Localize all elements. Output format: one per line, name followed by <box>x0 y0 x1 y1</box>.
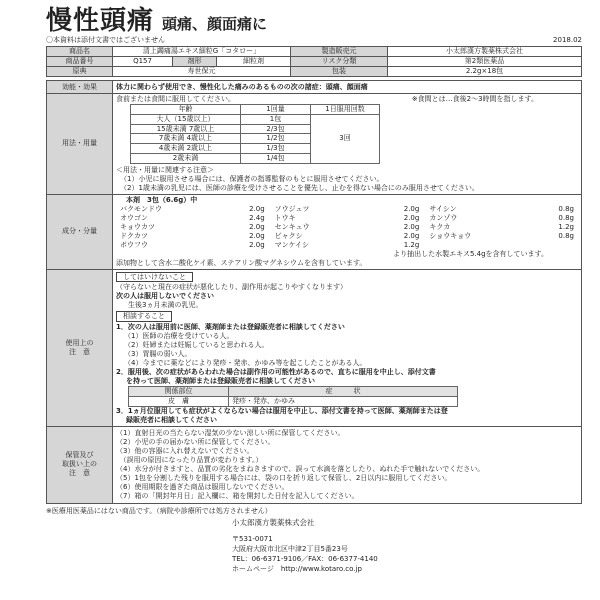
info-label-risk: リスク分類 <box>291 57 388 67</box>
dosage-notes-title: ＜用法・用量に関連する注意＞ <box>116 165 214 174</box>
ingredient-item <box>275 205 420 214</box>
ingredient-amount: 1.2g <box>403 240 420 249</box>
side-col-part: 関係部位 <box>129 387 229 397</box>
ingredient-item <box>120 223 265 232</box>
info-value-number: Q157 <box>113 57 173 67</box>
ingredient-amount: 2.0g <box>249 231 265 240</box>
info-value-risk: 第2類医薬品 <box>388 57 582 67</box>
ingredient-name: ビャクシ <box>274 231 303 240</box>
ingredients-head: 本剤 3包（6.6g）中 <box>126 195 198 204</box>
ingredient-amount: 2.0g <box>249 204 265 213</box>
consult-subitem: （4）今までに薬などにより発疹・発赤、かゆみ等を起こしたことがある人。 <box>124 359 367 367</box>
page-title: 慢性頭痛 <box>46 6 155 36</box>
dosage-age: 7歳未満 4歳以上 <box>131 134 241 144</box>
consult-subitem: （3）胃腸の弱い人。 <box>124 350 192 358</box>
storage-label-line: 注 意 <box>69 468 90 477</box>
ingredients-total: より抽出した水製エキス5.4gを含有しています。 <box>393 249 548 258</box>
ingredient-name: オウゴン <box>120 213 148 222</box>
ingredient-name: ドクカツ <box>120 231 148 240</box>
ingredient-item <box>120 241 265 250</box>
consult-box-label: 相談すること <box>116 311 172 322</box>
storage-item: （6）使用期限を過ぎた商品は服用しないでください。 <box>116 482 289 491</box>
dosage-amount: 2/3包 <box>241 124 311 134</box>
ingredient-item <box>120 214 265 223</box>
consult-item-2-cont: を持って医師、薬剤師または登録販売者に相談してください <box>126 377 315 385</box>
precautions-label <box>47 269 113 426</box>
ingredient-item <box>275 223 420 232</box>
ingredient-name: ソウジュツ <box>274 204 310 213</box>
ingredient-name: トウキ <box>274 213 296 222</box>
ingredient-item <box>429 241 574 250</box>
ingredient-amount: 2.4g <box>249 213 265 222</box>
bottom-note: ※医療用医薬品にはない商品です。（病院や診療所では処方されません） <box>46 506 272 515</box>
notice-row <box>46 36 582 46</box>
info-row-2 <box>47 57 582 67</box>
footer-company: 小太郎漢方製薬株式会社 <box>232 518 315 527</box>
efficacy-label: 効能・効果 <box>47 81 113 94</box>
dosage-amount: 1/2包 <box>241 134 311 144</box>
storage-item: （4）水分が付きますと、品質の劣化をまねきますので、誤って水滴を落としたり、ぬれた手で触れないでください。 <box>116 464 485 473</box>
dosage-col-times: 1日服用回数 <box>311 105 380 115</box>
page-subtitle: 頭痛、顔面痛に <box>162 14 268 33</box>
side-part: 皮 膚 <box>129 396 229 406</box>
side-effect-table <box>128 386 458 407</box>
title-row <box>46 4 582 34</box>
side-symptom: 発疹・発赤、かゆみ <box>229 396 458 406</box>
ingredient-name: キョウカツ <box>120 222 155 231</box>
ingredient-amount: 2.0g <box>249 222 265 231</box>
info-label-maker: 製造販売元 <box>291 47 388 57</box>
dosage-label: 用法・用量 <box>47 94 113 195</box>
ingredient-amount: 0.8g <box>558 204 574 213</box>
consult-item-2: 2．服用後、次の症状があらわれた場合は副作用の可能性があるので、直ちに服用を中止し、添付文書 <box>116 368 436 376</box>
notice-text: 〇本資料は添付文書ではございません <box>46 36 165 44</box>
side-effect-row <box>129 396 458 406</box>
ingredient-item <box>429 214 574 223</box>
dosage-col-dose: 1回量 <box>241 105 311 115</box>
dosage-note: （2）1歳未満の乳児には、医師の診療を受けさせることを優先し、止むを得ない場合にのみ服用させてください。 <box>120 183 479 192</box>
storage-row <box>47 426 582 503</box>
ingredients-additives: 添加物として含水二酸化ケイ素、ステアリン酸マグネシウムを含有しています。 <box>116 258 367 267</box>
dosage-table-row <box>131 114 380 124</box>
storage-item: （2）小児の手の届かない所に保管してください。 <box>116 437 275 446</box>
info-value-maker: 小太郎漢方製薬株式会社 <box>388 47 582 57</box>
consult-item-1: 1．次の人は服用前に医師、薬剤師または登録販売者に相談してください <box>116 323 345 331</box>
dosage-age: 2歳未満 <box>131 153 241 163</box>
ingredient-item <box>429 223 574 232</box>
dosage-intro-left: 食前または食間に服用してください。 <box>116 95 235 103</box>
ingredient-item <box>275 241 420 250</box>
ingredient-name: バクモンドウ <box>120 204 162 213</box>
efficacy-text: 体力に関わらず使用でき、慢性化した痛みのあるものの次の諸症：頭痛、顔面痛 <box>113 81 582 94</box>
info-value-package: 2.2g×18包 <box>388 67 582 77</box>
ingredient-name: ボウフウ <box>120 240 148 249</box>
dosage-note: （1）小児に服用させる場合には、保護者の指導監督のもとに服用させてください。 <box>120 174 384 183</box>
ingredient-item <box>120 205 265 214</box>
info-label-form: 剤形 <box>173 57 217 67</box>
ingredient-item <box>429 205 574 214</box>
footer-postal: 〒531-0071 <box>232 534 273 543</box>
ingredient-item <box>120 232 265 241</box>
info-value-source: 寿世保元 <box>113 67 291 77</box>
storage-item: （5）1包を分割した残りを服用する場合には、袋の口を折り返して保管し、2日以内に服用してください。 <box>116 473 452 482</box>
ingredient-amount: 2.0g <box>403 231 420 240</box>
footer-address: 大阪府大阪市北区中津2丁目5番23号 <box>232 545 348 554</box>
main-table <box>46 80 582 504</box>
dosage-amount: 1包 <box>241 114 311 124</box>
product-info-table <box>46 46 582 77</box>
info-value-form: 細粒剤 <box>217 57 291 67</box>
efficacy-row <box>47 81 582 94</box>
dont-box-label: してはいけないこと <box>116 272 193 283</box>
dosage-intro <box>116 95 578 104</box>
footer-phone: TEL：06-6371-9106／FAX：06-6377-4140 <box>232 555 378 564</box>
info-row-3 <box>47 67 582 77</box>
ingredient-name: キクカ <box>429 222 451 231</box>
ingredients-grid <box>116 205 578 250</box>
dont-line-1: 次の人は服用しないでください <box>116 292 214 301</box>
ingredient-amount: 2.0g <box>403 213 420 222</box>
info-value-name: 清上蠲痛湯エキス細粒G「コタロー」 <box>113 47 291 57</box>
document-date: 2018.02 <box>553 36 582 44</box>
storage-label <box>47 426 113 503</box>
dosage-row <box>47 94 582 195</box>
ingredient-item <box>275 232 420 241</box>
dosage-age: 大人（15歳以上） <box>131 114 241 124</box>
dont-line-2: 生後3ヵ月未満の乳児。 <box>128 301 203 310</box>
storage-label-line: 取扱い上の <box>62 460 97 469</box>
dosage-table <box>130 104 380 164</box>
dosage-col-age: 年齢 <box>131 105 241 115</box>
storage-label-line: 保管及び <box>65 451 94 460</box>
dosage-header-row <box>131 105 380 115</box>
side-col-symptom: 症 状 <box>229 387 458 397</box>
ingredient-name: カンゾウ <box>429 213 458 222</box>
precautions-row <box>47 269 582 426</box>
precautions-label-line: 注 意 <box>69 347 90 356</box>
ingredient-amount: 2.0g <box>403 204 420 213</box>
side-effect-header <box>129 387 458 397</box>
dosage-age: 4歳未満 2歳以上 <box>131 144 241 154</box>
info-label-package: 包装 <box>291 67 388 77</box>
consult-subitem: （2）妊婦または妊娠していると思われる人。 <box>124 341 269 349</box>
ingredient-amount: 2.0g <box>249 240 265 249</box>
ingredient-name: サイシン <box>429 204 457 213</box>
storage-item: （3）他の容器に入れ替えないでください。 <box>116 446 254 455</box>
ingredient-amount: 0.8g <box>558 213 574 222</box>
storage-item: （7）箱の「開封年月日」記入欄に、箱を開封した日付を記入してください。 <box>116 491 359 500</box>
info-label-number: 商品番号 <box>47 57 113 67</box>
consult-subitem: （1）医師の治療を受けている人。 <box>124 332 234 340</box>
ingredient-amount: 1.2g <box>558 222 574 231</box>
ingredient-amount: 0.8g <box>558 231 574 240</box>
precautions-label-line: 使用上の <box>65 338 94 347</box>
consult-item-3: 3．1ヵ月位服用しても症状がよくならない場合は服用を中止し、添付文書を持って医師、薬剤師または登 <box>116 406 448 415</box>
info-label-source: 原典 <box>47 67 113 77</box>
ingredients-row <box>47 194 582 269</box>
info-row-1 <box>47 47 582 57</box>
ingredient-amount: 2.0g <box>403 222 420 231</box>
info-label-name: 商品名 <box>47 47 113 57</box>
ingredient-item <box>429 232 574 241</box>
dosage-amount: 1/3包 <box>241 144 311 154</box>
ingredient-name: マンケイシ <box>274 240 310 249</box>
dosage-age: 15歳未満 7歳以上 <box>131 124 241 134</box>
ingredient-name: センキュウ <box>274 222 310 231</box>
ingredients-label: 成分・分量 <box>47 194 113 269</box>
company-footer <box>232 518 378 574</box>
storage-item: （誤用の原因になったり品質が変わります。） <box>116 455 263 464</box>
dosage-times-value: 3回 <box>311 114 380 163</box>
consult-item-3-cont: 録販売者に相談してください <box>126 415 217 424</box>
storage-item: （1）直射日光の当たらない湿気の少ない涼しい所に保管してください。 <box>116 428 345 437</box>
dont-note: （守らないと現在の症状が悪化したり、副作用が起こりやすくなります） <box>116 283 347 292</box>
ingredient-item <box>275 214 420 223</box>
footer-web: ホームページ http://www.kotaro.co.jp <box>232 565 362 574</box>
dosage-amount: 1/4包 <box>241 153 311 163</box>
ingredient-name: ショウキョウ <box>429 231 472 240</box>
dosage-intro-right: ※食間とは…食後2～3時間を指します。 <box>411 95 538 103</box>
